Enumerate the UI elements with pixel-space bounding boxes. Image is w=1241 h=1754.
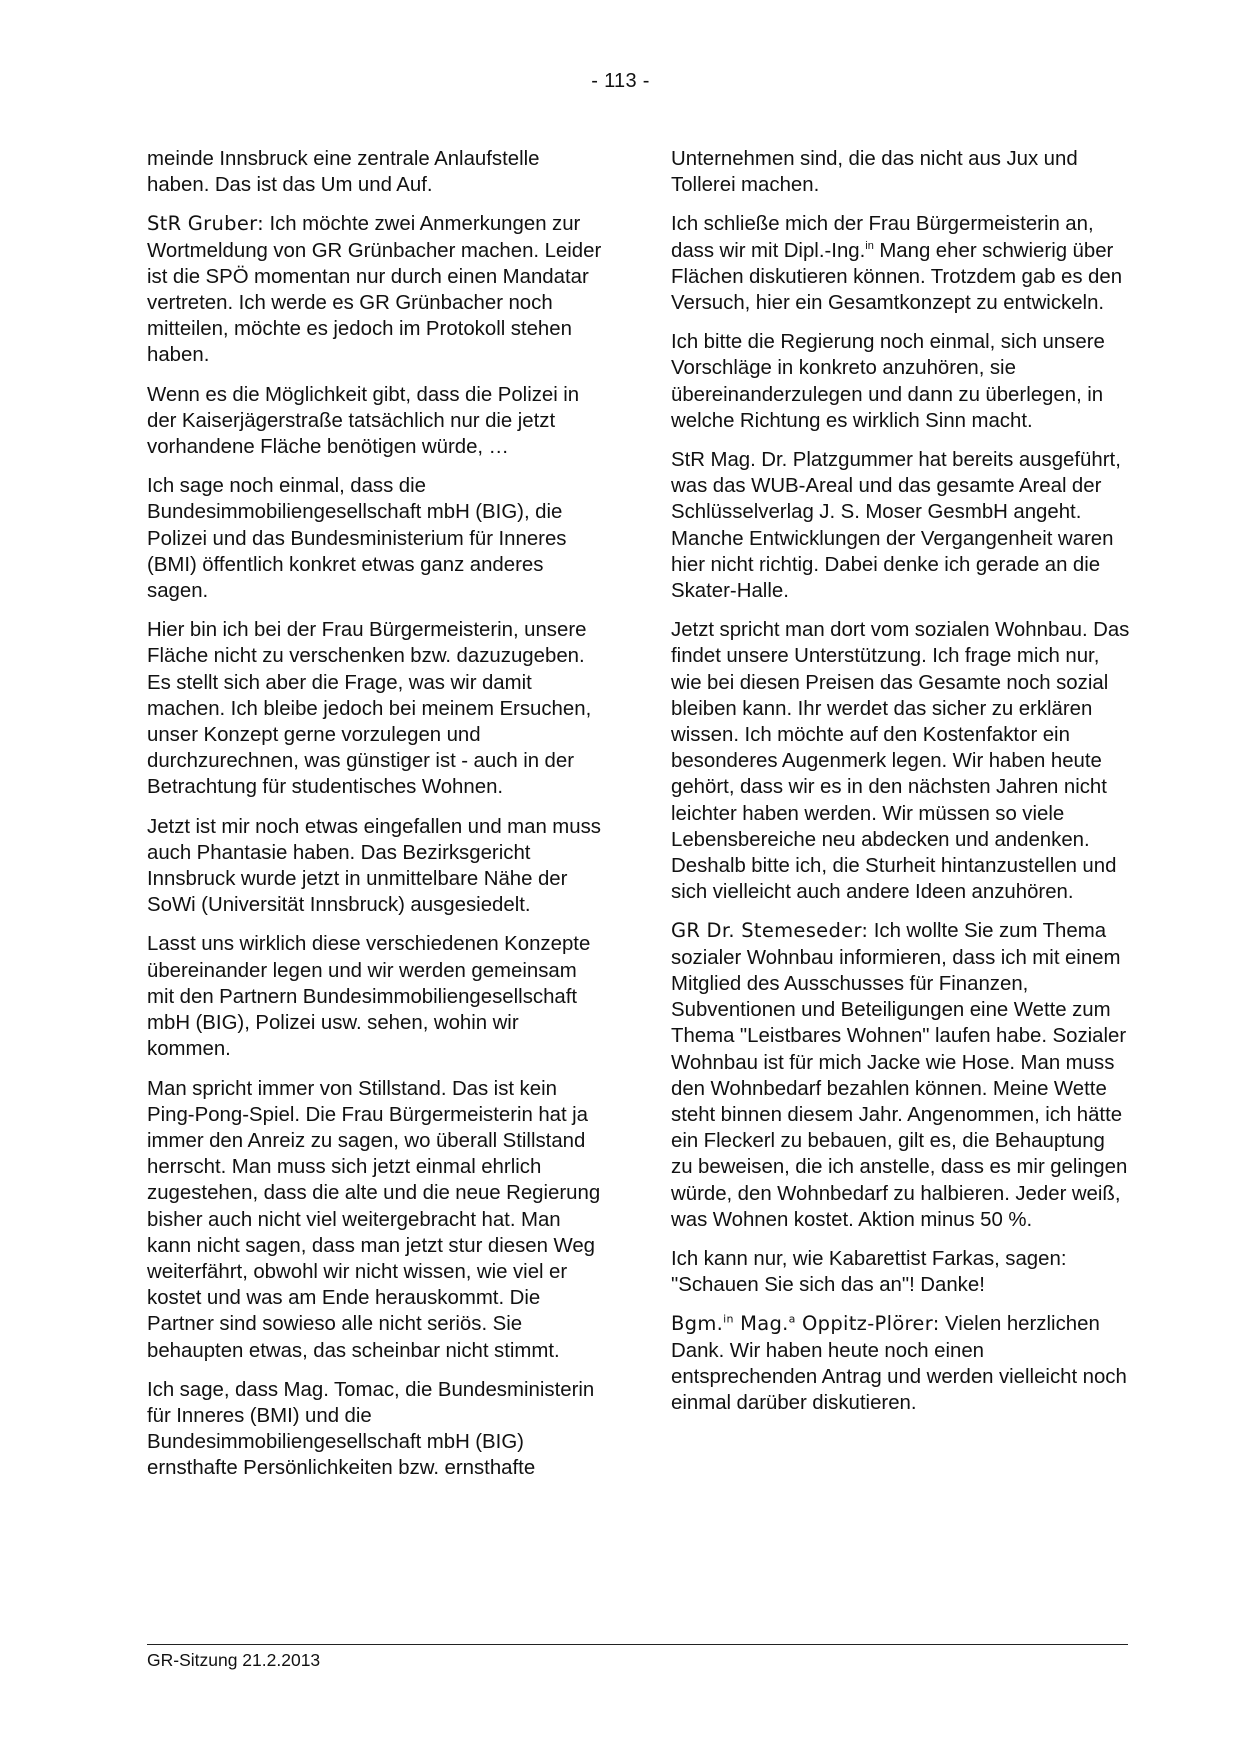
- speaker-title: Bgm.: [671, 1312, 724, 1336]
- paragraph-text: Ich schließe mich der Frau Bürgermeisterin an, dass wir mit Dipl.-Ing.: [671, 213, 1094, 262]
- speaker-surname: Oppitz-Plörer:: [795, 1312, 940, 1336]
- paragraph: meinde Innsbruck eine zentrale Anlaufstelle haben. Das ist das Um und Auf.: [147, 148, 540, 197]
- paragraph: Wenn es die Möglichkeit gibt, dass die Polizei in der Kaiserjägerstraße tatsächlich nur die jetzt vorhandene Fläche benötigen würde, …: [147, 383, 580, 459]
- paragraph: Man spricht immer von Stillstand. Das ist kein Ping-Pong-Spiel. Die Frau Bürgermeisterin hat ja immer den Anreiz zu sagen, wo überall Stillstand herrscht. Man muss sich jetzt einmal ehrlich zugestehen, dass die alte und die neue Regierung bisher auch nicht viel weitergebracht hat. Man kann nicht sagen, dass man jetzt stur diesen Weg weiterfährt, obwohl wir nicht wissen, wie viel er kostet und was am Ende herauskommt. Die Partner sind sowieso alle nicht seriös. Sie behaupten etwas, das scheinbar nicht stimmt.: [147, 1077, 601, 1362]
- paragraph-text: Ich möchte zwei Anmerkungen zur Wortmeldung von GR Grünbacher machen. Leider ist die SPÖ momentan nur durch einen Mandatar vertreten. Ich werde es GR Grünbacher noch mitteilen, möchte es jedoch im Protokoll stehen haben.: [147, 213, 602, 367]
- speaker-title: Mag.: [733, 1312, 789, 1336]
- footer-divider: [147, 1644, 1128, 1645]
- paragraph-oppitz-ploerer: [671, 1311, 1131, 1416]
- paragraph: Ich sage, dass Mag. Tomac, die Bundesministerin für Inneres (BMI) und die Bundesimmobiliengesellschaft mbH (BIG) ernsthafte Persönlichkeiten bzw. ernsthafte: [147, 1378, 595, 1480]
- paragraph: Ich sage noch einmal, dass die Bundesimmobiliengesellschaft mbH (BIG), die Polizei und das Bundesministerium für Inneres (BMI) öffentlich konkret etwas ganz anderes sagen.: [147, 475, 567, 603]
- paragraph: Hier bin ich bei der Frau Bürgermeisterin, unsere Fläche nicht zu verschenken bzw. dazuzugeben. Es stellt sich aber die Frage, was wir damit machen. Ich bleibe jedoch bei meinem Ersuchen, unser Konzept gerne vorzulegen und durchzurechnen, was günstiger ist - auch in der Betrachtung für studentisches Wohnen.: [147, 619, 592, 799]
- speaker-name: [671, 1312, 940, 1335]
- paragraph: Lasst uns wirklich diese verschiedenen Konzepte übereinander legen und wir werden gemeinsam mit den Partnern Bundesimmobiliengesellschaft mbH (BIG), Polizei usw. sehen, wohin wir kommen.: [147, 933, 591, 1061]
- speaker-name: StR Gruber:: [147, 212, 264, 236]
- superscript: a: [788, 1312, 796, 1326]
- paragraph: Jetzt spricht man dort vom sozialen Wohnbau. Das findet unsere Unterstützung. Ich frage mich nur, wie bei diesen Preisen das Gesamte noch sozial bleiben kann. Ihr werdet das sicher zu erklären wissen. Ich möchte auf den Kostenfaktor ein besonderes Augenmerk legen. Wir haben heute gehört, dass wir es in den nächsten Jahren nicht leichter haben werden. Wir müssen so viele Lebensbereiche neu abdecken und andenken. Deshalb bitte ich, die Sturheit hintanzustellen und sich vielleicht auch andere Ideen anzuhören.: [671, 619, 1130, 904]
- paragraph: Ich kann nur, wie Kabarettist Farkas, sagen: "Schauen Sie sich das an"! Danke!: [671, 1247, 1067, 1297]
- speaker-name: GR Dr. Stemeseder:: [671, 919, 869, 943]
- superscript: in: [865, 239, 874, 252]
- footer-session-date: GR-Sitzung 21.2.2013: [147, 1650, 321, 1670]
- paragraph-text: Vielen herzlichen Dank. Wir haben heute noch einen entsprechenden Antrag und werden vielleicht noch einmal darüber diskutieren.: [671, 1313, 1127, 1414]
- superscript: in: [723, 1312, 734, 1326]
- paragraph: Jetzt ist mir noch etwas eingefallen und man muss auch Phantasie haben. Das Bezirksgericht Innsbruck wurde jetzt in unmittelbare Nähe der SoWi (Universität Innsbruck) ausgesiedelt.: [147, 815, 602, 917]
- paragraph-gruber: [147, 211, 607, 368]
- paragraph-text: Mang eher schwierig über Flächen diskutieren können. Trotzdem gab es den Versuch, hier ein Gesamtkonzept zu entwickeln.: [671, 239, 1123, 315]
- page-number: - 113 -: [591, 70, 650, 92]
- paragraph: StR Mag. Dr. Platzgummer hat bereits ausgeführt, was das WUB-Areal und das gesamte Areal der Schlüsselverlag J. S. Moser GesmbH angeht. Manche Entwicklungen der Vergangenheit waren hier nicht richtig. Dabei denke ich gerade an die Skater-Halle.: [671, 449, 1121, 603]
- paragraph: Unternehmen sind, die das nicht aus Jux und Tollerei machen.: [671, 148, 1078, 197]
- paragraph-text: Ich wollte Sie zum Thema sozialer Wohnbau informieren, dass ich mit einem Mitglied des Ausschusses für Finanzen, Subventionen und Beteiligungen eine Wette zum Thema "Leistbares Wohnen" laufen habe. Sozialer Wohnbau ist für mich Jacke wie Hose. Man muss den Wohnbedarf bezahlen können. Meine Wette steht binnen diesem Jahr. Angenommen, ich hätte ein Fleckerl zu bebauen, gilt es, die Behauptung zu beweisen, die ich anstelle, dass es mir gelingen würde, den Wohnbedarf zu halbieren. Jeder weiß, was Wohnen kostet. Aktion minus 50 %.: [671, 920, 1128, 1231]
- left-column: [147, 146, 607, 1495]
- paragraph: [671, 211, 1131, 316]
- right-column: [671, 146, 1131, 1429]
- paragraph: Ich bitte die Regierung noch einmal, sich unsere Vorschläge in konkreto anzuhören, sie übereinanderzulegen und dann zu überlegen, in welche Richtung es wirklich Sinn macht.: [671, 331, 1105, 432]
- paragraph-stemeseder: [671, 918, 1131, 1232]
